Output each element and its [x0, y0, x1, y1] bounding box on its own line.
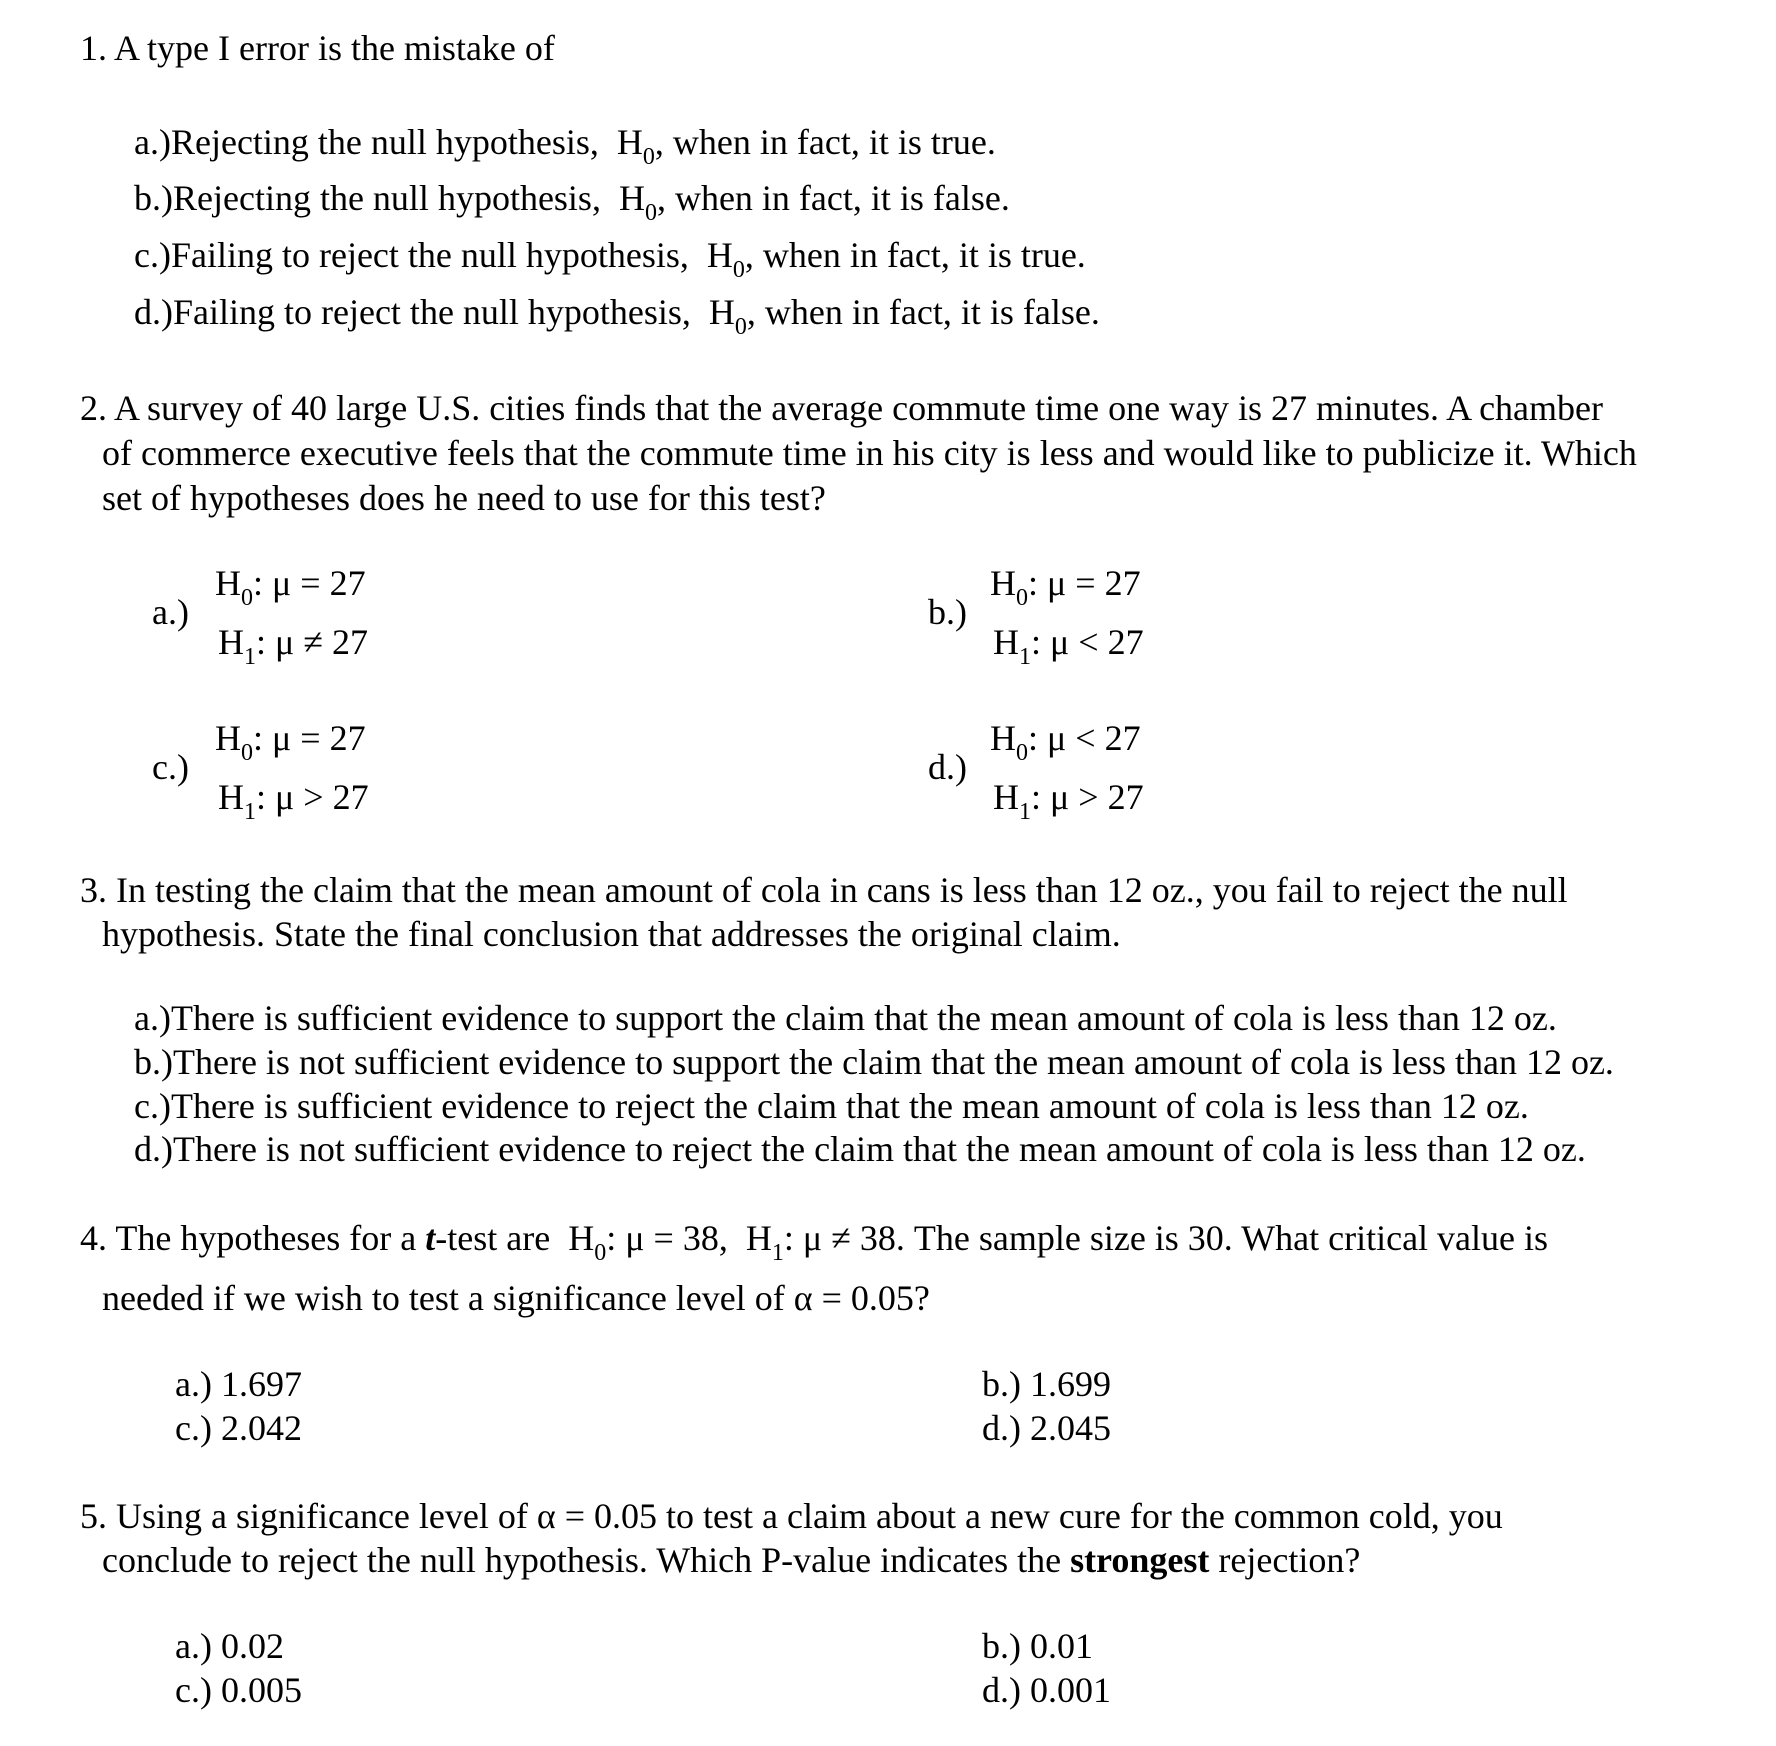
q1-stem: 1. A type I error is the mistake of — [80, 28, 555, 68]
q5-text: to test a claim about a new cure for the common cold, you — [666, 1496, 1503, 1536]
hypothesis-relation: : μ ≠ 38. — [783, 1218, 905, 1258]
h-symbol: H — [616, 122, 643, 162]
q4-text: -test are — [435, 1218, 551, 1258]
q2-line2: of commerce executive feels that the commute time in his city is less and would like to publicize it. Which — [102, 433, 1637, 473]
q1-option-b[interactable] — [134, 178, 1010, 226]
q2-option-c-h0 — [215, 718, 366, 766]
h-subscript: 1 — [244, 644, 256, 670]
h-symbol: H — [990, 718, 1016, 758]
q4-line1 — [80, 1218, 1549, 1266]
q2-option-a-letter[interactable]: a.) — [152, 592, 189, 632]
hypothesis-relation: : μ > 27 — [256, 777, 369, 817]
q5-option-d[interactable] — [982, 1672, 1111, 1708]
alpha-value: α = 0.05 — [536, 1496, 658, 1536]
q5-option-b[interactable] — [982, 1628, 1093, 1664]
h-symbol: H — [218, 777, 244, 817]
hypothesis-relation: : μ = 27 — [1028, 563, 1141, 603]
q2-option-c-h1 — [218, 777, 369, 825]
option-text-end: , when in fact, it is false. — [746, 292, 1100, 332]
option-letter: b.) — [134, 178, 173, 218]
q4-text: The sample size is 30. What critical value is — [904, 1218, 1549, 1258]
h-subscript: 1 — [1019, 799, 1031, 825]
h-subscript: 0 — [241, 740, 253, 766]
option-value: 1.699 — [1030, 1364, 1111, 1404]
option-letter: a.) — [175, 1626, 212, 1666]
option-letter: c.) — [175, 1408, 212, 1448]
q2-option-b-letter[interactable]: b.) — [928, 592, 967, 632]
q5-text: 5. Using a significance level of — [80, 1496, 528, 1536]
h-subscript: 0 — [732, 257, 745, 283]
q2-option-d-h0 — [990, 718, 1141, 766]
h-symbol: H — [993, 622, 1019, 662]
option-letter: c.) — [134, 235, 171, 275]
option-letter: a.) — [175, 1364, 212, 1404]
h-subscript: 0 — [1016, 740, 1028, 766]
hypothesis-relation: : μ ≠ 27 — [256, 622, 369, 662]
h-subscript: 0 — [734, 314, 747, 340]
q2-option-a-h1 — [218, 622, 369, 670]
h-symbol: H — [990, 563, 1016, 603]
hypothesis-relation: : μ > 27 — [1031, 777, 1144, 817]
q1-option-c[interactable] — [134, 235, 1086, 283]
option-letter: b.) — [982, 1626, 1021, 1666]
option-value: 0.01 — [1030, 1626, 1093, 1666]
option-value: 2.045 — [1030, 1408, 1111, 1448]
q5-line1 — [80, 1498, 1503, 1534]
option-text-end: , when in fact, it is false. — [656, 178, 1010, 218]
h-symbol: H — [708, 292, 735, 332]
q3-option-b[interactable]: b.)There is not sufficient evidence to support the claim that the mean amount of cola is less than 12 oz. — [134, 1042, 1614, 1082]
q2-option-a-h0 — [215, 563, 366, 611]
q2-line1: 2. A survey of 40 large U.S. cities finds that the average commute time one way is 27 minutes. A chamber — [80, 388, 1604, 428]
q4-option-d[interactable] — [982, 1410, 1111, 1446]
h-subscript: 1 — [771, 1240, 784, 1266]
option-letter: d.) — [982, 1670, 1021, 1710]
q3-option-c[interactable]: c.)There is sufficient evidence to reject the claim that the mean amount of cola is less than 12 oz. — [134, 1086, 1529, 1126]
option-letter: c.) — [175, 1670, 212, 1710]
h-symbol: H — [215, 563, 241, 603]
q4-option-b[interactable] — [982, 1366, 1111, 1402]
q5-line2 — [102, 1542, 1360, 1578]
option-text: Failing to reject the null hypothesis, — [170, 235, 689, 275]
option-text-end: , when in fact, it is true. — [654, 122, 996, 162]
h-subscript: 0 — [241, 585, 253, 611]
q1-option-a[interactable] — [134, 122, 996, 170]
q2-option-d-letter[interactable]: d.) — [928, 747, 967, 787]
q4-option-c[interactable] — [175, 1410, 302, 1446]
option-letter: d.) — [134, 292, 173, 332]
q3-option-d[interactable]: d.)There is not sufficient evidence to reject the claim that the mean amount of cola is less than 12 oz. — [134, 1129, 1586, 1169]
hypothesis-relation: : μ = 27 — [253, 563, 366, 603]
option-text: Rejecting the null hypothesis, — [173, 178, 601, 218]
option-value: 0.001 — [1030, 1670, 1111, 1710]
option-value: 1.697 — [220, 1364, 302, 1404]
h-subscript: 1 — [244, 799, 256, 825]
q2-option-b-h1 — [993, 622, 1144, 670]
h-symbol: H — [618, 178, 645, 218]
hypothesis-relation: : μ = 38, — [606, 1218, 728, 1258]
q2-option-d-h1 — [993, 777, 1144, 825]
q3-line1: 3. In testing the claim that the mean amount of cola in cans is less than 12 oz., you fail to reject the null — [80, 870, 1568, 910]
h-subscript: 0 — [644, 200, 657, 226]
q4-text: needed if we wish to test a significance level of — [102, 1278, 785, 1318]
h-symbol: H — [218, 622, 244, 662]
hypothesis-relation: : μ = 27 — [253, 718, 366, 758]
option-value: 0.02 — [220, 1626, 284, 1666]
alpha-value: α = 0.05? — [793, 1278, 930, 1318]
strongest-emphasis: strongest — [1070, 1540, 1210, 1580]
q2-option-c-letter[interactable]: c.) — [152, 747, 189, 787]
hypothesis-relation: : μ < 27 — [1031, 622, 1144, 662]
h-symbol: H — [568, 1218, 595, 1258]
h-subscript: 0 — [594, 1240, 607, 1266]
option-value: 2.042 — [220, 1408, 302, 1448]
h-subscript: 1 — [1019, 644, 1031, 670]
h-symbol: H — [215, 718, 241, 758]
q3-line2: hypothesis. State the final conclusion that addresses the original claim. — [102, 914, 1121, 954]
option-value: 0.005 — [220, 1670, 302, 1710]
option-letter: b.) — [982, 1364, 1021, 1404]
h-subscript: 0 — [642, 144, 655, 170]
q4-line2 — [102, 1280, 930, 1316]
q5-option-a[interactable] — [175, 1628, 284, 1664]
q2-line3: set of hypotheses does he need to use for this test? — [102, 478, 826, 518]
option-text: Failing to reject the null hypothesis, — [173, 292, 691, 332]
option-text-end: , when in fact, it is true. — [744, 235, 1086, 275]
q1-option-d[interactable] — [134, 292, 1100, 340]
h-subscript: 0 — [1016, 585, 1028, 611]
h-symbol: H — [993, 777, 1019, 817]
q5-text: conclude to reject the null hypothesis. Which P-value indicates the — [102, 1540, 1062, 1580]
h-symbol: H — [745, 1218, 772, 1258]
option-text: Rejecting the null hypothesis, — [170, 122, 599, 162]
q4-option-a[interactable] — [175, 1366, 302, 1402]
h-symbol: H — [706, 235, 733, 275]
t-symbol: t — [425, 1218, 436, 1258]
q5-option-c[interactable] — [175, 1672, 302, 1708]
option-letter: d.) — [982, 1408, 1021, 1448]
hypothesis-relation: : μ < 27 — [1028, 718, 1141, 758]
option-letter: a.) — [134, 122, 171, 162]
q3-option-a[interactable]: a.)There is sufficient evidence to support the claim that the mean amount of cola is less than 12 oz. — [134, 998, 1557, 1038]
q5-text: rejection? — [1218, 1540, 1361, 1580]
q4-text: 4. The hypotheses for a — [80, 1218, 417, 1258]
q2-option-b-h0 — [990, 563, 1141, 611]
